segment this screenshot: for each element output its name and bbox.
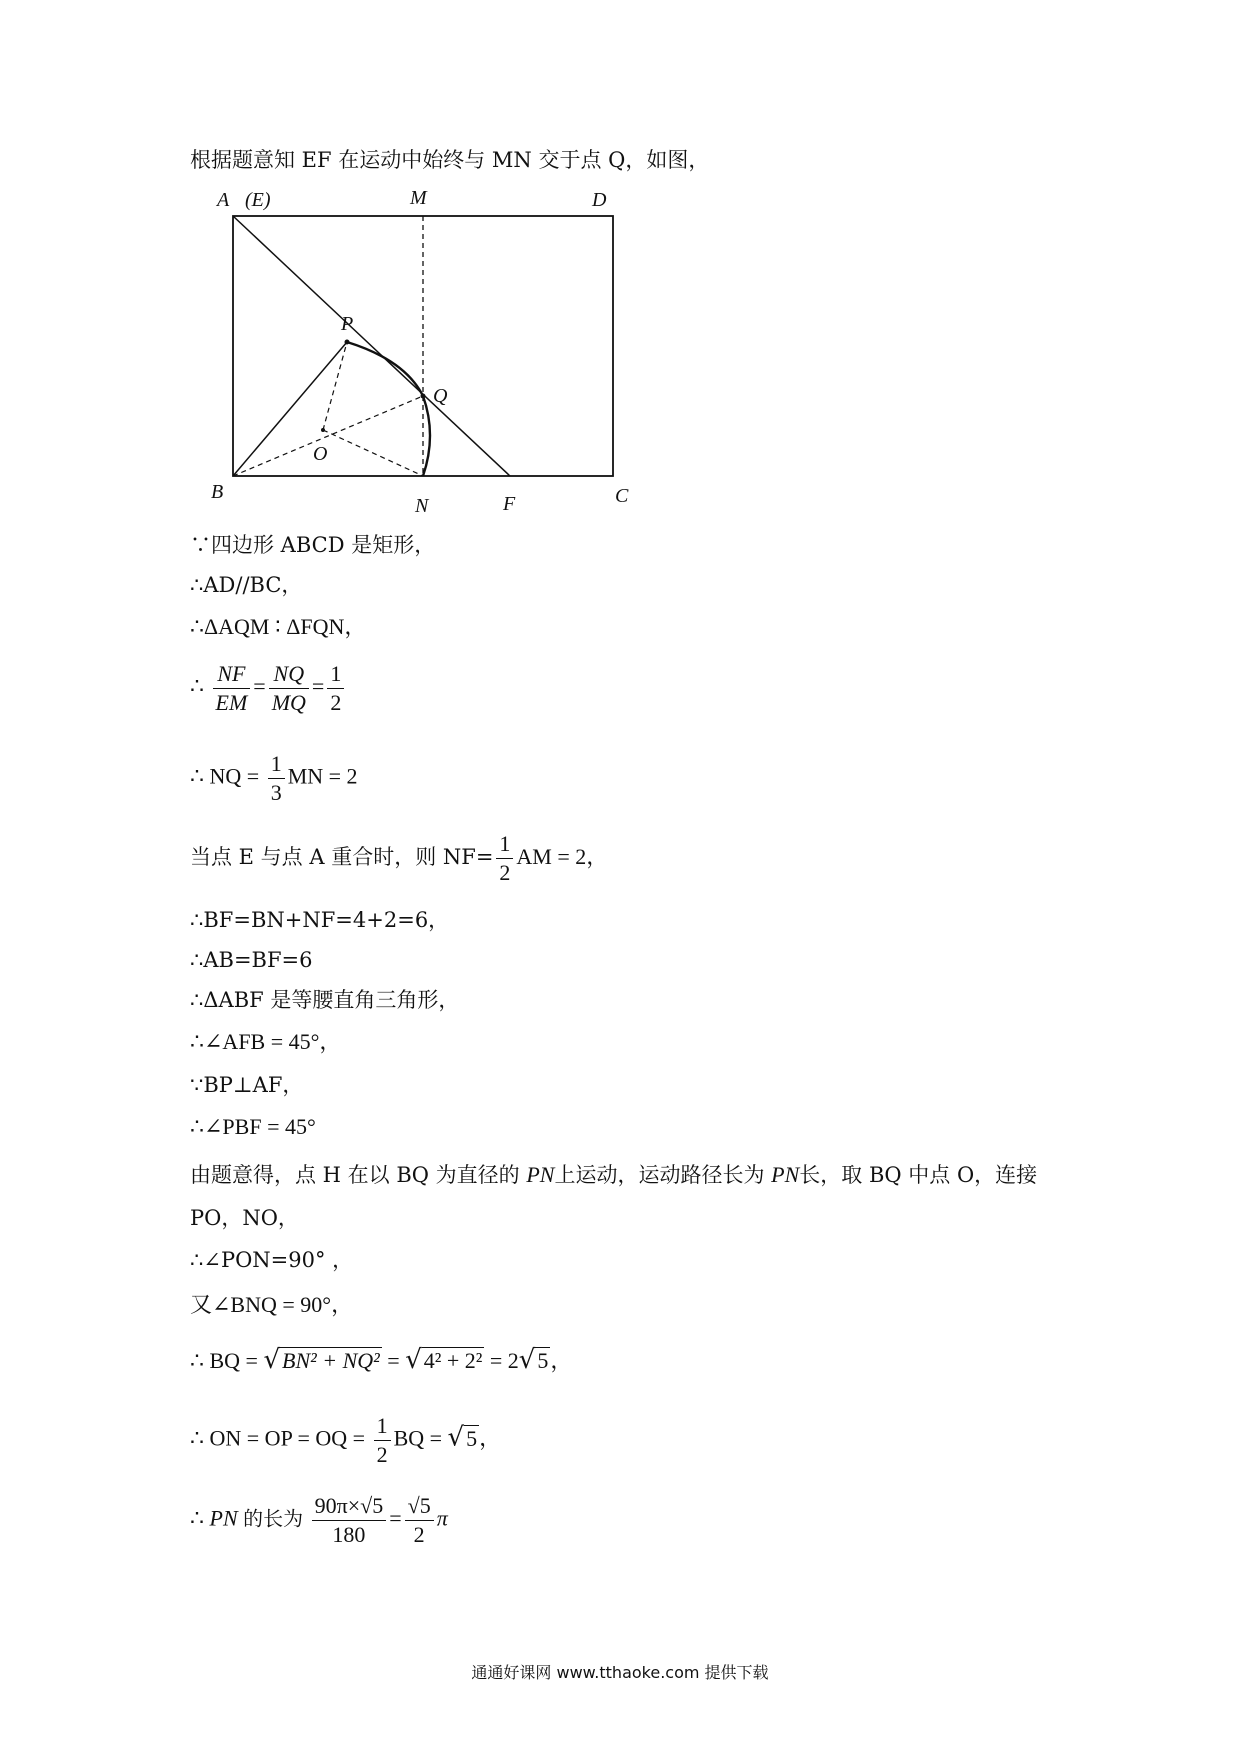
label-f: F	[503, 493, 516, 515]
line-af	[233, 216, 510, 476]
label-m: M	[410, 190, 427, 209]
text-line-4: ∴ΔAQM ∶ ΔFQN，	[190, 614, 367, 639]
fraction-arc-length: $\frac{90\pi\times√5}{180}$	[312, 1492, 387, 1549]
comma-2: ，	[479, 1425, 502, 1451]
text-line-18: ∴ BQ = √BN² + NQ² = √4² + 2² = 2√5，	[190, 1345, 573, 1375]
point-o	[321, 428, 325, 432]
comma-1: ，	[550, 1348, 573, 1373]
label-c: C	[615, 485, 629, 507]
label-e: (E)	[245, 190, 271, 211]
label-d: D	[592, 190, 607, 211]
path-text-c: 上运动，运动路径长为	[554, 1163, 765, 1187]
arc-pn-label-3: PN	[209, 1505, 238, 1531]
label-n: N	[415, 495, 429, 517]
coincide-suffix: AM = 2，	[516, 844, 609, 869]
label-b: B	[211, 481, 224, 503]
text-line-16: ∴∠PON=90° ，	[190, 1248, 354, 1272]
fraction-nq-mq: $\frac{NQ}{MQ}$	[269, 660, 309, 717]
fraction-nf-em: $\frac{NF}{EM}$	[213, 660, 251, 717]
label-q: Q	[433, 385, 448, 407]
fraction-half: $\frac{1}{2}$	[327, 660, 344, 717]
text-line-3: ∴AD//BC，	[190, 573, 303, 597]
two-coeff: = 2	[489, 1348, 519, 1373]
text-line-9: ∴AB=BF=6	[190, 948, 313, 972]
radicand-1: BN² + NQ²	[282, 1348, 380, 1373]
label-o: O	[313, 443, 328, 465]
therefore-symbol: ∴	[190, 673, 204, 699]
line-bp	[233, 342, 347, 476]
bq-prefix: ∴ BQ =	[190, 1348, 258, 1373]
footer-watermark: 通通好课网 www.tthaoke.com 提供下载	[471, 1663, 769, 1682]
text-line-19: ∴ ON = OP = OQ = $\frac{1}{2}$ BQ = √5，	[190, 1413, 502, 1467]
coincide-prefix: 当点 E 与点 A 重合时，则 NF=	[190, 845, 494, 869]
geometry-figure	[205, 190, 655, 520]
text-line-20	[190, 1492, 448, 1549]
radicand-4: 5	[466, 1425, 478, 1451]
text-line-6	[190, 750, 358, 807]
text-line-8: ∴BF=BN+NF=4+2=6，	[190, 908, 450, 932]
path-text-e: 长，取 BQ 中点 O，连接	[799, 1163, 1038, 1187]
line-bq	[233, 396, 423, 476]
path-text-a: 由题意得，点 H 在以 BQ 为直径的	[190, 1163, 520, 1187]
label-p: P	[341, 313, 354, 335]
label-a: A	[217, 190, 230, 211]
radicand-3: 5	[537, 1348, 549, 1373]
fraction-root5-over-2: $\frac{√5}{2}$	[405, 1492, 434, 1549]
line-on	[323, 430, 423, 476]
radicand-2: 4² + 2²	[423, 1348, 483, 1373]
therefore-2: ∴	[190, 1505, 204, 1531]
point-q	[421, 394, 426, 399]
fraction-third: $\frac{1}{3}$	[268, 750, 285, 807]
text-line-15: PO，NO，	[190, 1206, 299, 1230]
text-line-intro: 根据题意知 EF 在运动中始终与 MN 交于点 Q，如图，	[190, 148, 710, 172]
text-line-11: ∴∠AFB = 45°，	[190, 1029, 342, 1054]
length-text: 的长为	[243, 1506, 304, 1531]
text-line-12: ∵BP⊥AF，	[190, 1073, 304, 1097]
text-line-7	[190, 830, 608, 887]
arc-pn-label-1: PN	[526, 1162, 555, 1187]
on-prefix: ∴ ON = OP = OQ =	[190, 1425, 366, 1451]
equals-1: =	[387, 1348, 400, 1373]
text-line-17: 又∠BNQ = 90°，	[190, 1292, 354, 1317]
text-line-10: ∴ΔABF 是等腰直角三角形，	[190, 988, 460, 1012]
text-line-13: ∴∠PBF = 45°	[190, 1114, 316, 1139]
pi-symbol: π	[436, 1505, 448, 1531]
arc-pn-label-2: PN	[771, 1162, 800, 1187]
nq-suffix: MN = 2	[287, 763, 358, 789]
point-p	[345, 340, 350, 345]
nq-prefix: ∴ NQ =	[190, 763, 260, 789]
fraction-half-2: $\frac{1}{2}$	[496, 830, 513, 887]
text-line-2: ∵四边形 ABCD 是矩形，	[190, 533, 436, 557]
fraction-half-3: $\frac{1}{2}$	[374, 1412, 391, 1469]
text-line-5: ∴ $\frac{NF}{EM}$ = $\frac{NQ}{MQ}$ = $\frac{1}{2}$	[190, 660, 347, 717]
text-line-14	[190, 1160, 1037, 1190]
bq-equals: BQ =	[393, 1425, 443, 1451]
equals-2: =	[389, 1505, 402, 1531]
